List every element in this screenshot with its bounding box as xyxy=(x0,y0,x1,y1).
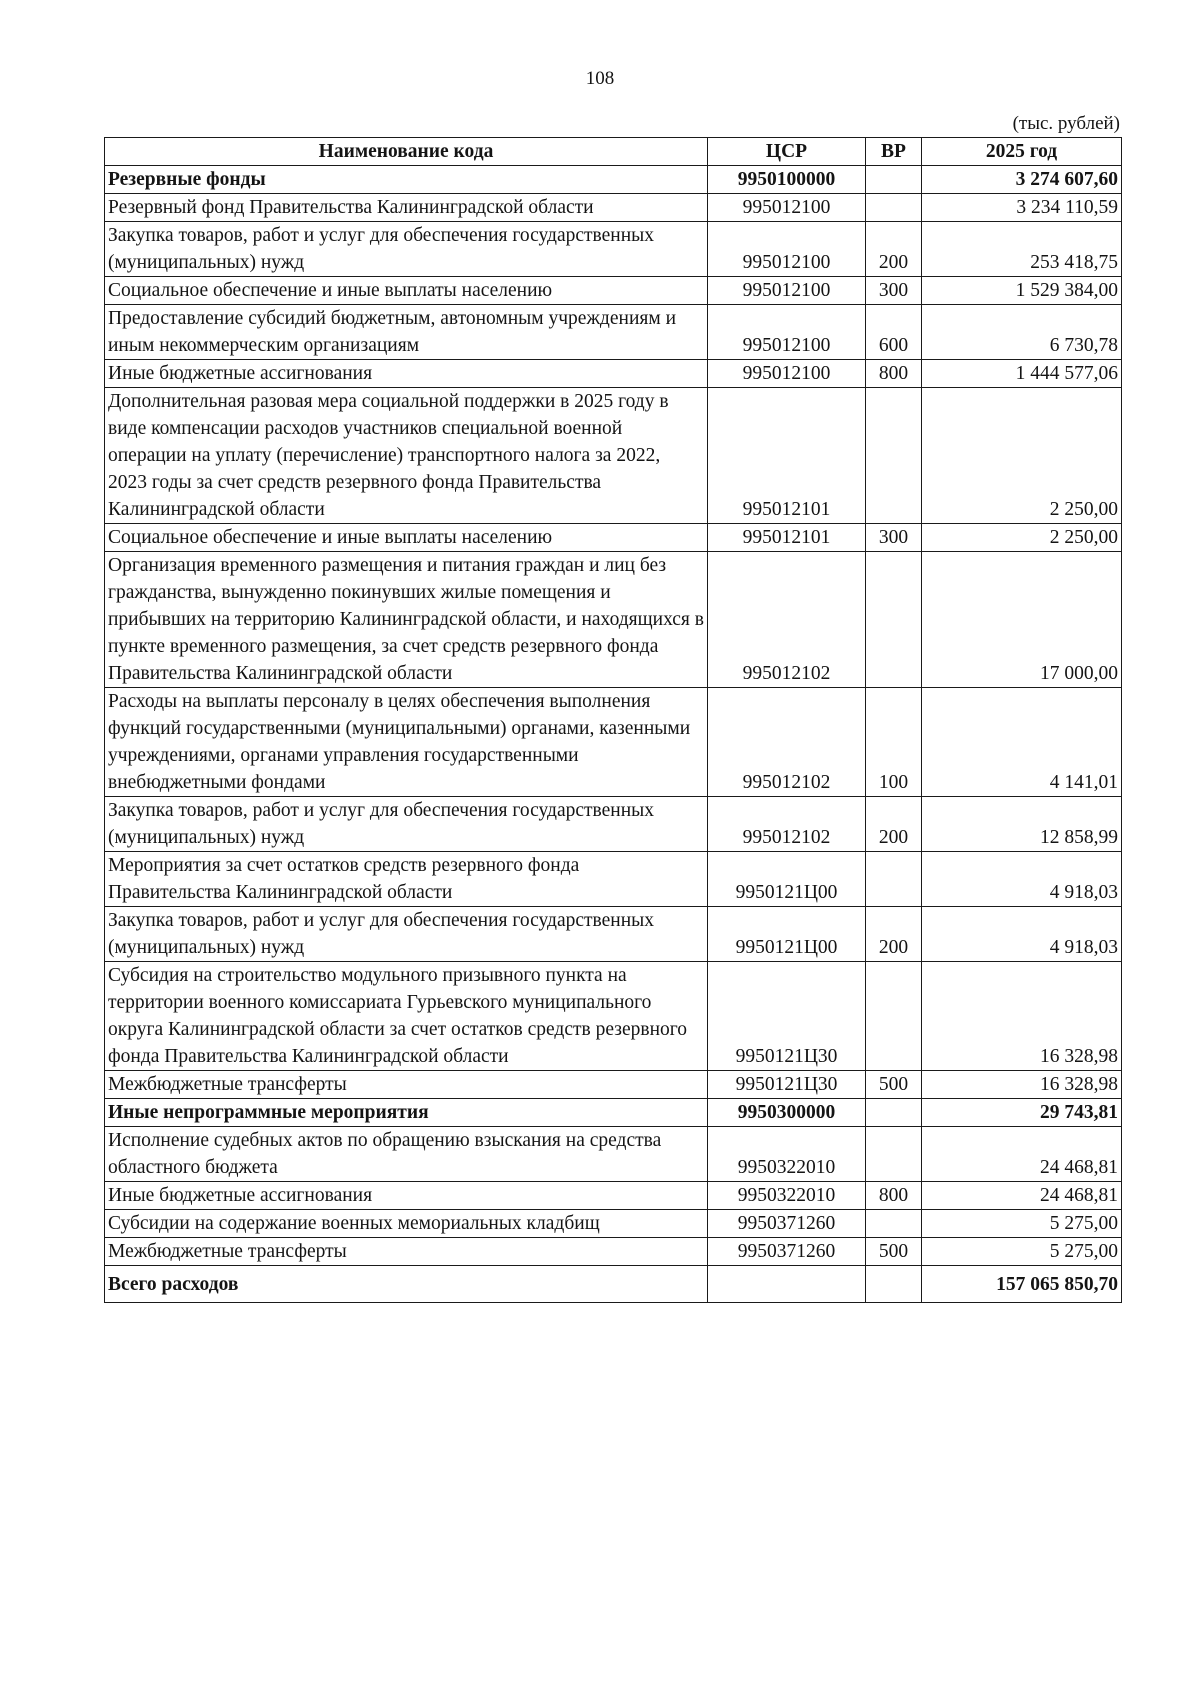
table-row xyxy=(105,305,1122,360)
row-amount: 6 730,78 xyxy=(922,305,1122,360)
row-amount: 2 250,00 xyxy=(922,388,1122,524)
row-name: Субсидия на строительство модульного призывного пункта на территории военного комиссариата Гурьевского муниципального округа Калининградской области за счет остатков средств резервного фонда Правительства Калининградской области xyxy=(105,962,708,1071)
table-row xyxy=(105,360,1122,388)
row-amount: 29 743,81 xyxy=(922,1099,1122,1127)
row-name: Межбюджетные трансферты xyxy=(105,1238,708,1266)
row-vr: 200 xyxy=(866,797,922,852)
row-vr: 800 xyxy=(866,360,922,388)
header-year: 2025 год xyxy=(922,138,1122,166)
total-vr xyxy=(866,1266,922,1303)
row-vr: 300 xyxy=(866,524,922,552)
table-row xyxy=(105,1071,1122,1099)
row-amount: 1 529 384,00 xyxy=(922,277,1122,305)
budget-table xyxy=(104,137,1122,1303)
row-amount: 24 468,81 xyxy=(922,1182,1122,1210)
header-csr: ЦСР xyxy=(708,138,866,166)
row-vr: 300 xyxy=(866,277,922,305)
row-vr xyxy=(866,194,922,222)
row-csr: 995012102 xyxy=(708,552,866,688)
row-vr: 100 xyxy=(866,688,922,797)
row-name: Предоставление субсидий бюджетным, автономным учреждениям и иным некоммерческим организациям xyxy=(105,305,708,360)
row-amount: 253 418,75 xyxy=(922,222,1122,277)
row-amount: 16 328,98 xyxy=(922,962,1122,1071)
row-csr: 995012100 xyxy=(708,305,866,360)
table-row xyxy=(105,1210,1122,1238)
table-row xyxy=(105,1099,1122,1127)
row-name: Социальное обеспечение и иные выплаты населению xyxy=(105,524,708,552)
row-amount: 3 234 110,59 xyxy=(922,194,1122,222)
row-name: Организация временного размещения и питания граждан и лиц без гражданства, вынужденно покинувших жилые помещения и прибывших на территорию Калининградской области, и находящихся в пункте временного размещения, за счет средств резервного фонда Правительства Калининградской области xyxy=(105,552,708,688)
table-row xyxy=(105,688,1122,797)
table-row xyxy=(105,388,1122,524)
table-row xyxy=(105,194,1122,222)
row-amount: 4 918,03 xyxy=(922,852,1122,907)
row-csr: 9950121Ц00 xyxy=(708,852,866,907)
row-csr: 995012100 xyxy=(708,222,866,277)
row-name: Иные бюджетные ассигнования xyxy=(105,360,708,388)
row-name: Резервный фонд Правительства Калининградской области xyxy=(105,194,708,222)
row-name: Иные бюджетные ассигнования xyxy=(105,1182,708,1210)
row-amount: 4 141,01 xyxy=(922,688,1122,797)
table-row xyxy=(105,1238,1122,1266)
row-amount: 3 274 607,60 xyxy=(922,166,1122,194)
table-row xyxy=(105,962,1122,1071)
row-vr xyxy=(866,962,922,1071)
header-name: Наименование кода xyxy=(105,138,708,166)
row-csr: 9950300000 xyxy=(708,1099,866,1127)
row-csr: 9950371260 xyxy=(708,1238,866,1266)
row-amount: 2 250,00 xyxy=(922,524,1122,552)
header-vr: ВР xyxy=(866,138,922,166)
row-csr: 995012102 xyxy=(708,797,866,852)
row-name: Субсидии на содержание военных мемориальных кладбищ xyxy=(105,1210,708,1238)
row-name: Исполнение судебных актов по обращению взыскания на средства областного бюджета xyxy=(105,1127,708,1182)
table-row xyxy=(105,166,1122,194)
row-vr: 200 xyxy=(866,907,922,962)
row-name: Социальное обеспечение и иные выплаты населению xyxy=(105,277,708,305)
row-name: Расходы на выплаты персоналу в целях обеспечения выполнения функций государственными (муниципальными) органами, казенными учреждениями, органами управления государственными внебюджетными фондами xyxy=(105,688,708,797)
row-vr xyxy=(866,1099,922,1127)
row-csr: 995012101 xyxy=(708,388,866,524)
row-name: Межбюджетные трансферты xyxy=(105,1071,708,1099)
row-amount: 17 000,00 xyxy=(922,552,1122,688)
row-vr: 200 xyxy=(866,222,922,277)
row-csr: 9950100000 xyxy=(708,166,866,194)
row-name: Закупка товаров, работ и услуг для обеспечения государственных (муниципальных) нужд xyxy=(105,797,708,852)
row-vr: 500 xyxy=(866,1071,922,1099)
row-vr xyxy=(866,552,922,688)
header-row xyxy=(105,138,1122,166)
page-number: 108 xyxy=(585,68,615,89)
row-vr xyxy=(866,166,922,194)
table-row xyxy=(105,222,1122,277)
row-amount: 5 275,00 xyxy=(922,1210,1122,1238)
row-csr: 995012100 xyxy=(708,360,866,388)
total-name: Всего расходов xyxy=(105,1266,708,1303)
table-row xyxy=(105,552,1122,688)
total-amount: 157 065 850,70 xyxy=(922,1266,1122,1303)
row-csr: 995012100 xyxy=(708,277,866,305)
row-amount: 16 328,98 xyxy=(922,1071,1122,1099)
row-vr xyxy=(866,1210,922,1238)
row-csr: 995012102 xyxy=(708,688,866,797)
row-amount: 1 444 577,06 xyxy=(922,360,1122,388)
row-csr: 9950121Ц00 xyxy=(708,907,866,962)
row-csr: 995012101 xyxy=(708,524,866,552)
units-label: (тыс. рублей) xyxy=(1012,113,1120,134)
row-vr: 500 xyxy=(866,1238,922,1266)
row-csr: 9950322010 xyxy=(708,1127,866,1182)
row-vr: 600 xyxy=(866,305,922,360)
row-name: Иные непрограммные мероприятия xyxy=(105,1099,708,1127)
row-name: Закупка товаров, работ и услуг для обеспечения государственных (муниципальных) нужд xyxy=(105,907,708,962)
row-name: Мероприятия за счет остатков средств резервного фонда Правительства Калининградской области xyxy=(105,852,708,907)
row-amount: 12 858,99 xyxy=(922,797,1122,852)
row-vr xyxy=(866,388,922,524)
row-name: Закупка товаров, работ и услуг для обеспечения государственных (муниципальных) нужд xyxy=(105,222,708,277)
row-vr: 800 xyxy=(866,1182,922,1210)
row-csr: 9950322010 xyxy=(708,1182,866,1210)
total-row xyxy=(105,1266,1122,1303)
row-vr xyxy=(866,852,922,907)
row-name: Резервные фонды xyxy=(105,166,708,194)
table-row xyxy=(105,852,1122,907)
total-csr xyxy=(708,1266,866,1303)
row-amount: 24 468,81 xyxy=(922,1127,1122,1182)
table-row xyxy=(105,277,1122,305)
row-csr: 9950371260 xyxy=(708,1210,866,1238)
row-amount: 4 918,03 xyxy=(922,907,1122,962)
row-name: Дополнительная разовая мера социальной поддержки в 2025 году в виде компенсации расходов участников специальной военной операции на уплату (перечисление) транспортного налога за 2022, 2023 годы за счет средств резервного фонда Правительства Калининградской области xyxy=(105,388,708,524)
table-row xyxy=(105,524,1122,552)
row-csr: 9950121Ц30 xyxy=(708,962,866,1071)
row-csr: 9950121Ц30 xyxy=(708,1071,866,1099)
row-vr xyxy=(866,1127,922,1182)
table-row xyxy=(105,797,1122,852)
table-row xyxy=(105,907,1122,962)
table-row xyxy=(105,1127,1122,1182)
row-amount: 5 275,00 xyxy=(922,1238,1122,1266)
row-csr: 995012100 xyxy=(708,194,866,222)
table-row xyxy=(105,1182,1122,1210)
